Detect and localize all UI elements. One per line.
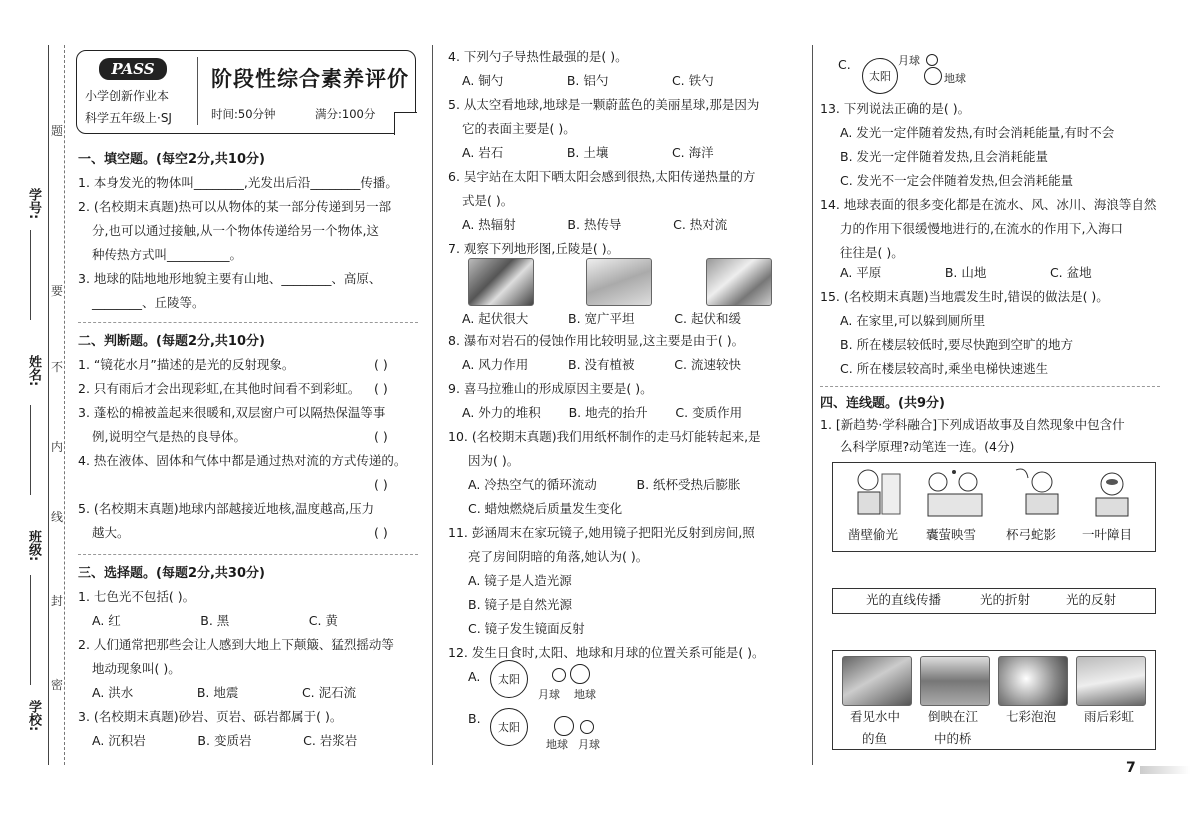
question-line: 力的作用下很缓慢地进行的,在流水的作用下,入海口: [840, 221, 1123, 236]
fish-in-water-image: [842, 656, 912, 706]
question-line: 4. 下列勺子导热性最强的是( )。: [448, 49, 628, 64]
question-line: 1. [新趋势·学科融合]下列成语故事及自然现象中包含什: [820, 417, 1125, 432]
question-line: 5. 从太空看地球,地球是一颗蔚蓝色的美丽星球,那是因为: [448, 97, 760, 112]
option-label: A.: [468, 669, 481, 684]
options-line: B. 所在楼层较低时,要尽快跑到空旷的地方: [840, 337, 1073, 352]
options-line: A. 风力作用 B. 没有植被 C. 流速较快: [462, 357, 741, 372]
rainbow-image: [1076, 656, 1146, 706]
question-line: 11. 彭涵周末在家玩镜子,她用镜子把阳光反射到房间,照: [448, 525, 755, 540]
question-line: 它的表面主要是( )。: [462, 121, 576, 136]
question-line: 式是( )。: [462, 193, 514, 208]
page-number: 7: [1126, 760, 1136, 776]
moon-circle: [580, 720, 594, 734]
book-name: 小学创新作业本: [85, 89, 170, 103]
idiom-label: 囊萤映雪: [926, 527, 977, 542]
terrain-image-c: [706, 258, 772, 306]
margin-solid-line: [48, 45, 49, 765]
phenomenon-label: 看见水中: [850, 709, 901, 724]
question-line: 1. “镜花水月”描述的是光的反射现象。: [78, 357, 295, 372]
boy-reading-icon: [846, 466, 904, 522]
question-line: 12. 发生日食时,太阳、地球和月球的位置关系可能是( )。: [448, 645, 765, 660]
cup-bow-icon: [1012, 466, 1072, 522]
student-number-label: 学号:: [26, 188, 41, 220]
page-curl-corner: [394, 112, 417, 135]
options-line: A. 岩石 B. 土壤 C. 海洋: [462, 145, 714, 160]
question-line: 2. (名校期末真题)热可以从物体的某一部分传递到另一部: [78, 199, 392, 214]
question-line: 1. 七色光不包括( )。: [78, 589, 196, 604]
section-heading: 一、填空题。(每空2分,共10分): [78, 152, 265, 167]
margin-char: 题: [51, 124, 64, 138]
phenomenon-label: 中的桥: [934, 731, 972, 746]
idiom-label: 凿壁偷光: [848, 527, 899, 542]
phenomenon-label: 雨后彩虹: [1084, 709, 1135, 724]
question-line: 么科学原理?动笔连一连。(4分): [840, 439, 1015, 454]
margin-char: 封: [51, 594, 64, 608]
idiom-label: 一叶障目: [1082, 527, 1133, 542]
options-line: A. 发光一定伴随着发热,有时会消耗能量,有时不会: [840, 125, 1115, 140]
option-label: C.: [838, 57, 851, 72]
options-line: C. 蜡烛燃烧后质量发生变化: [468, 501, 623, 516]
margin-char: 要: [51, 284, 64, 298]
principle-label[interactable]: 光的直线传播: [866, 592, 942, 607]
margin-char: 密: [51, 678, 64, 692]
earth-circle: [570, 664, 590, 684]
principle-label[interactable]: 光的反射: [1066, 592, 1117, 607]
options-line: C. 发光不一定会伴随着发热,但会消耗能量: [840, 173, 1074, 188]
options-line: A. 洪水 B. 地震 C. 泥石流: [92, 685, 357, 700]
sun-circle: [490, 708, 528, 746]
phenomenon-label: 的鱼: [862, 731, 888, 746]
moon-label: 月球: [578, 738, 600, 751]
section-heading: 四、连线题。(共9分): [820, 396, 945, 411]
class-blank[interactable]: [30, 575, 31, 685]
leaf-eye-icon: [1082, 466, 1142, 522]
header-card: [76, 50, 416, 134]
sun-label: 太阳: [869, 70, 891, 83]
question-line: 例,说明空气是热的良导体。: [92, 429, 246, 444]
section-heading: 三、选择题。(每题2分,共30分): [78, 566, 265, 581]
question-line: 种传热方式叫__________。: [92, 247, 243, 262]
earth-label: 地球: [546, 738, 568, 751]
options-line: B. 发光一定伴随着发热,且会消耗能量: [840, 149, 1048, 164]
full-score: 满分:100分: [315, 107, 376, 121]
options-line: C. 所在楼层较高时,乘坐电梯快速逃生: [840, 361, 1049, 376]
answer-paren[interactable]: ( ): [374, 477, 388, 492]
question-line: 3. (名校期末真题)砂岩、页岩、砾岩都属于( )。: [78, 709, 343, 724]
section-heading: 二、判断题。(每题2分,共10分): [78, 334, 265, 349]
pass-logo: PASS: [99, 58, 167, 80]
margin-char: 不: [51, 360, 64, 374]
margin-char: 线: [51, 510, 64, 524]
options-line: A. 镜子是人造光源: [468, 573, 572, 588]
moon-label: 月球: [538, 688, 560, 701]
options-line: A. 热辐射 B. 热传导 C. 热对流: [462, 217, 728, 232]
question-line: 4. 热在液体、固体和气体中都是通过热对流的方式传递的。: [78, 453, 407, 468]
question-line: 3. 蓬松的棉被盖起来很暖和,双层窗户可以隔热保温等事: [78, 405, 386, 420]
earth-label: 地球: [944, 72, 966, 85]
options-line: A. 平原 B. 山地 C. 盆地: [840, 265, 1092, 280]
page-number-bar: [1140, 766, 1190, 774]
question-line: 6. 吴宇站在太阳下晒太阳会感到很热,太阳传递热量的方: [448, 169, 756, 184]
exam-time: 时间:50分钟: [211, 107, 276, 121]
earth-circle: [554, 716, 574, 736]
book-grade: 科学五年级上·SJ: [85, 111, 172, 125]
question-line: 因为( )。: [468, 453, 520, 468]
options-line: A. 沉积岩 B. 变质岩 C. 岩浆岩: [92, 733, 358, 748]
question-line: 1. 本身发光的物体叫________,光发出后沿________传播。: [78, 175, 398, 190]
phenomenon-label: 倒映在江: [928, 709, 979, 724]
question-line: ________、丘陵等。: [92, 295, 205, 310]
options-line: A. 在家里,可以躲到厕所里: [840, 313, 986, 328]
terrain-image-b: [586, 258, 652, 306]
sun-label: 太阳: [498, 673, 520, 686]
moon-circle: [926, 54, 938, 66]
question-line: 2. 只有雨后才会出现彩虹,在其他时间看不到彩虹。: [78, 381, 361, 396]
options-line: A. 铜勺 B. 铝勺 C. 铁勺: [462, 73, 714, 88]
terrain-image-a: [468, 258, 534, 306]
section-separator: [820, 386, 1160, 387]
question-line: 7. 观察下列地形图,丘陵是( )。: [448, 241, 620, 256]
margin-dashed-line: [64, 45, 65, 765]
answer-paren[interactable]: ( ): [374, 381, 388, 396]
question-line: 3. 地球的陆地地形地貌主要有山地、________、高原、: [78, 271, 382, 286]
column-divider: [432, 45, 433, 765]
sun-circle: [490, 660, 528, 698]
sun-circle: [862, 58, 898, 94]
firefly-reading-icon: [920, 466, 990, 522]
options-line: C. 镜子发生镜面反射: [468, 621, 585, 636]
options-line: A. 起伏很大 B. 宽广平坦 C. 起伏和缓: [462, 311, 741, 326]
moon-label: 月球: [898, 54, 920, 67]
question-line: 2. 人们通常把那些会让人感到大地上下颠簸、猛烈摇动等: [78, 637, 394, 652]
question-line: 分,也可以通过接触,从一个物体传递给另一个物体,这: [92, 223, 379, 238]
options-line: A. 冷热空气的循环流动 B. 纸杯受热后膨胀: [468, 477, 741, 492]
name-label: 姓名:: [26, 355, 41, 387]
earth-label: 地球: [574, 688, 596, 701]
answer-paren[interactable]: ( ): [374, 357, 388, 372]
idiom-illustration: [846, 466, 904, 522]
column-divider: [812, 45, 813, 765]
options-line: A. 外力的堆积 B. 地壳的抬升 C. 变质作用: [462, 405, 743, 420]
page-title: 阶段性综合素养评价: [211, 66, 409, 91]
question-line: 13. 下列说法正确的是( )。: [820, 101, 971, 116]
option-label: B.: [468, 711, 481, 726]
school-label: 学校:: [26, 700, 41, 732]
options-line: A. 红 B. 黑 C. 黄: [92, 613, 338, 628]
question-line: 越大。: [92, 525, 130, 540]
class-label: 班级:: [26, 530, 41, 562]
idiom-label: 杯弓蛇影: [1006, 527, 1057, 542]
question-line: 地动现象叫( )。: [92, 661, 181, 676]
bubbles-image: [998, 656, 1068, 706]
section-separator: [78, 322, 418, 323]
idiom-illustration: [920, 466, 990, 522]
idiom-illustration: [1082, 466, 1142, 522]
principle-label[interactable]: 光的折射: [980, 592, 1031, 607]
sun-label: 太阳: [498, 721, 520, 734]
question-line: 10. (名校期末真题)我们用纸杯制作的走马灯能转起来,是: [448, 429, 761, 444]
question-line: 往往是( )。: [840, 245, 904, 260]
header-divider: [197, 57, 198, 125]
question-line: 亮了房间阴暗的角落,她认为( )。: [468, 549, 649, 564]
margin-char: 内: [51, 440, 64, 454]
moon-circle: [552, 668, 566, 682]
idiom-illustration: [1012, 466, 1072, 522]
student-number-blank[interactable]: [30, 230, 31, 320]
question-line: 14. 地球表面的很多变化都是在流水、风、冰川、海浪等自然: [820, 197, 1157, 212]
phenomenon-label: 七彩泡泡: [1006, 709, 1057, 724]
section-separator: [78, 554, 418, 555]
question-line: 9. 喜马拉雅山的形成原因主要是( )。: [448, 381, 653, 396]
question-line: 8. 瀑布对岩石的侵蚀作用比较明显,这主要是由于( )。: [448, 333, 745, 348]
earth-circle: [924, 67, 942, 85]
name-blank[interactable]: [30, 405, 31, 495]
options-line: B. 镜子是自然光源: [468, 597, 573, 612]
bridge-reflection-image: [920, 656, 990, 706]
question-line: 15. (名校期末真题)当地震发生时,错误的做法是( )。: [820, 289, 1109, 304]
question-line: 5. (名校期末真题)地球内部越接近地核,温度越高,压力: [78, 501, 375, 516]
answer-paren[interactable]: ( ): [374, 525, 388, 540]
answer-paren[interactable]: ( ): [374, 429, 388, 444]
